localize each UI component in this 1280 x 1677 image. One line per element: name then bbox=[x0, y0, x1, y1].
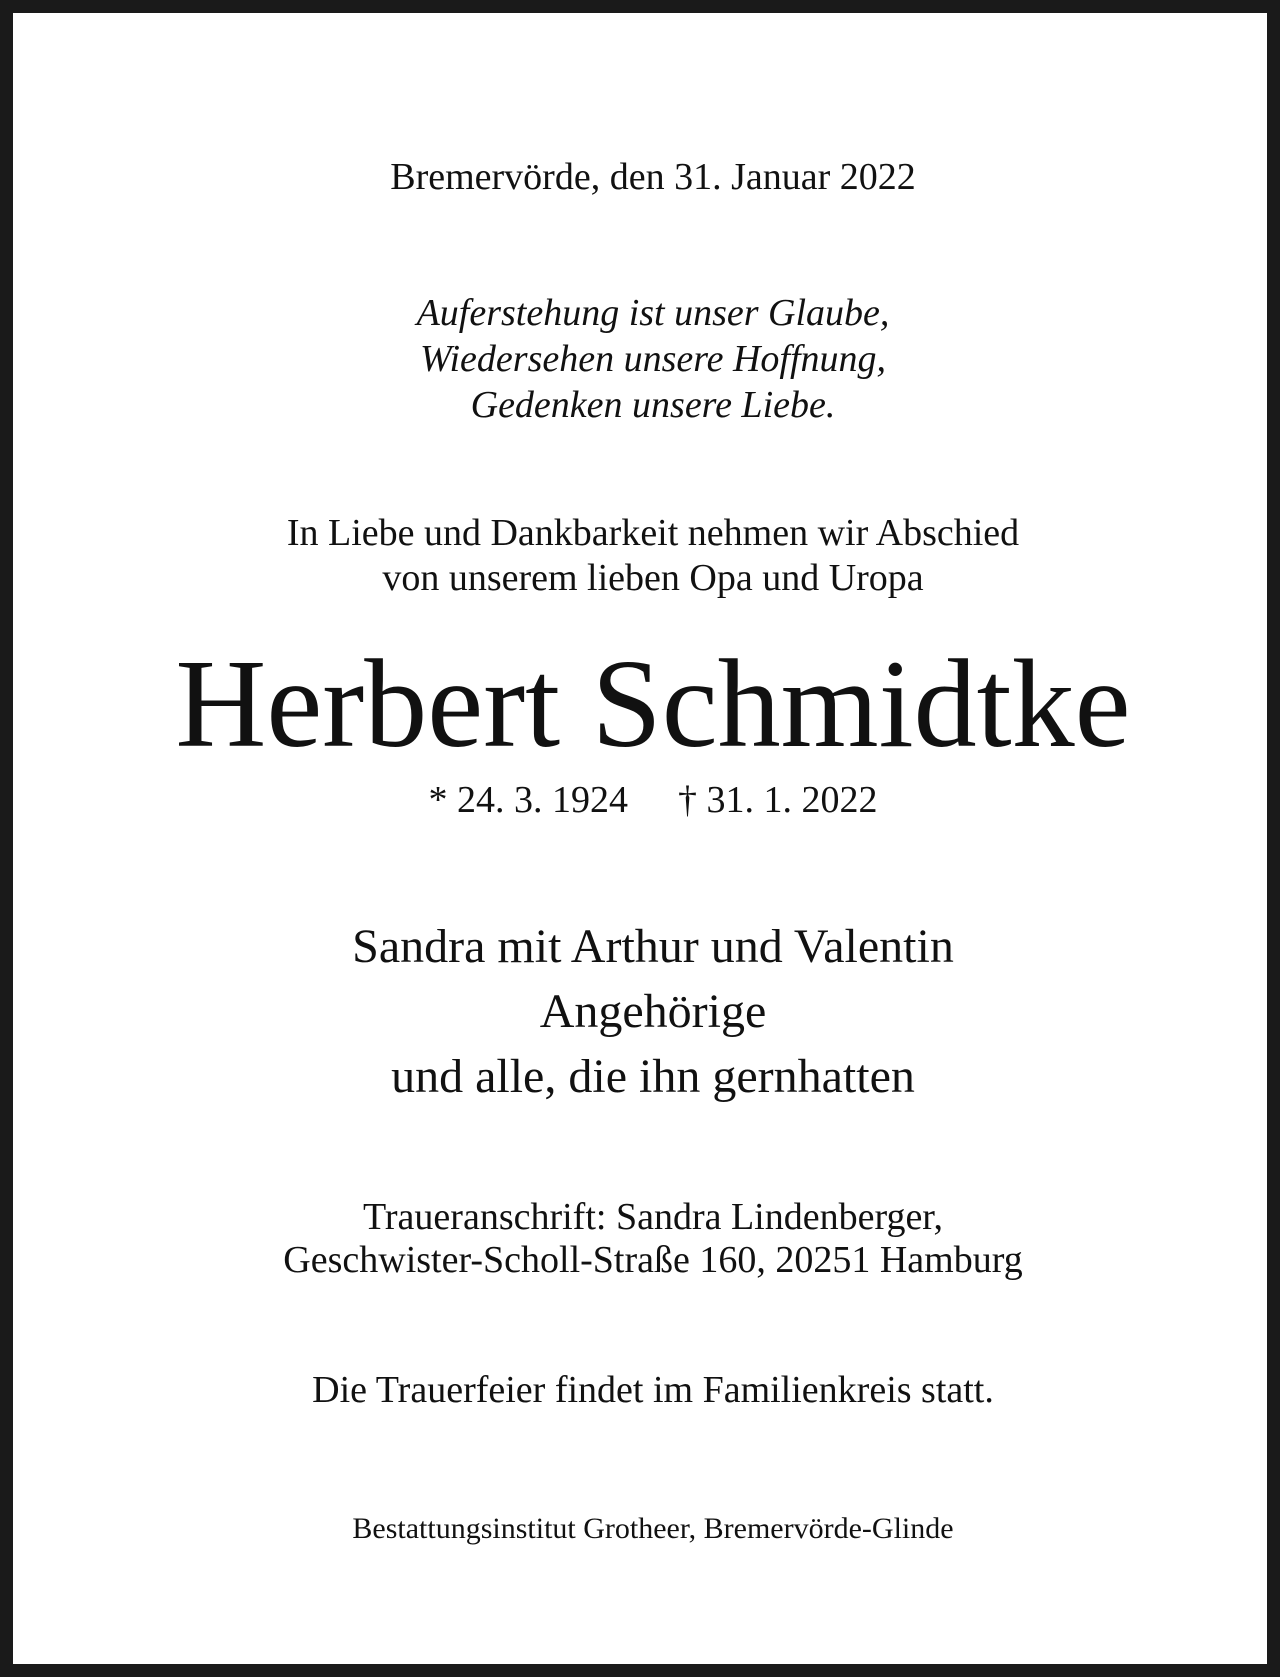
verse-line: Auferstehung ist unser Glaube, bbox=[416, 292, 890, 334]
deceased-name: Herbert Schmidtke bbox=[175, 635, 1131, 774]
farewell-intro-line: In Liebe und Dankbarkeit nehmen wir Abschied bbox=[286, 512, 1020, 554]
birth-date: * 24. 3. 1924 bbox=[428, 779, 628, 821]
verse-line: Wiedersehen unsere Hoffnung, bbox=[419, 338, 887, 380]
mourners-line: Angehörige bbox=[539, 985, 767, 1038]
mourners-line: Sandra mit Arthur und Valentin bbox=[352, 920, 954, 973]
funeral-home: Bestattungsinstitut Grotheer, Bremervörde-Glinde bbox=[352, 1512, 954, 1545]
verse-line: Gedenken unsere Liebe. bbox=[470, 384, 836, 426]
death-date: † 31. 1. 2022 bbox=[678, 779, 878, 821]
mourners-line: und alle, die ihn gernhatten bbox=[391, 1050, 915, 1103]
mourning-address-line: Geschwister-Scholl-Straße 160, 20251 Hamburg bbox=[283, 1239, 1023, 1281]
farewell-intro-line: von unserem lieben Opa und Uropa bbox=[382, 557, 924, 599]
place-and-date: Bremervörde, den 31. Januar 2022 bbox=[390, 156, 916, 198]
life-dates bbox=[26, 781, 1280, 819]
mourning-address-line: Traueranschrift: Sandra Lindenberger, bbox=[363, 1196, 943, 1238]
ceremony-note: Die Trauerfeier findet im Familienkreis statt. bbox=[312, 1369, 994, 1411]
